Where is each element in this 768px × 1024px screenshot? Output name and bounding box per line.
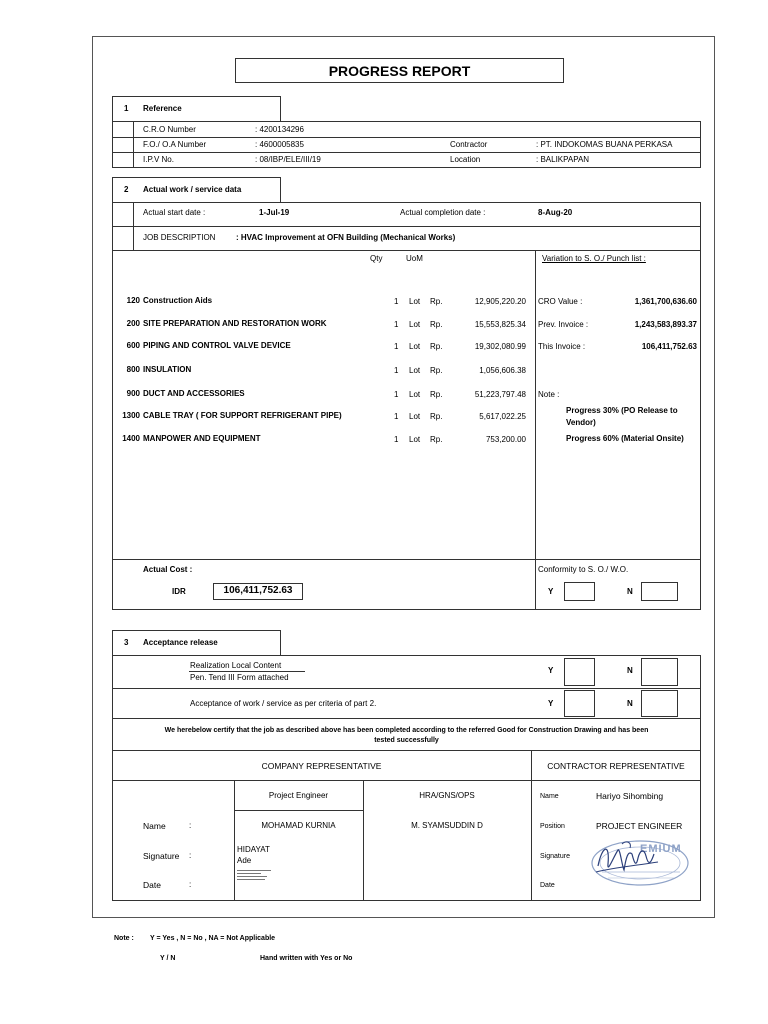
handwritten-signature [592,836,662,884]
item-description: CABLE TRAY ( FOR SUPPORT REFRIGERANT PIPE) [143,411,342,420]
item-uom: Lot [409,435,421,444]
divider [133,121,134,168]
footer-yn-label: Y / N [160,955,176,962]
name-label: Name [143,821,166,831]
item-qty: 1 [394,342,399,351]
item-qty: 1 [394,390,399,399]
contractor-name-label: Name [540,793,559,800]
item-qty: 1 [394,435,399,444]
item-qty: 1 [394,412,399,421]
item-qty: 1 [394,297,399,306]
item-amount: 51,223,797.48 [474,390,526,399]
pen-tend-label: Pen. Tend III Form attached [190,673,289,682]
variation-header: Variation to S. O./ Punch list : [542,254,646,263]
date-label: Date [143,880,161,890]
divider [112,152,701,153]
item-currency: Rp. [430,390,443,399]
certify-line-1: We herebelow certify that the job as described above has been completed according to the referred Good for Construction Drawing and has been [164,727,649,734]
this-invoice-label: This Invoice : [538,342,586,351]
acceptance-text: Acceptance of work / service as per criteria of part 2. [190,699,377,708]
underline [189,671,305,672]
contractor-rep-header: CONTRACTOR REPRESENTATIVE [547,761,685,771]
item-uom: Lot [409,412,421,421]
divider [112,559,701,560]
item-currency: Rp. [430,435,443,444]
page-title: PROGRESS REPORT [328,63,471,79]
cro-number-label: C.R.O Number [143,125,196,134]
divider [234,810,363,811]
item-code: 120 [126,296,140,305]
item-code: 1300 [122,411,140,420]
digital-signature-name: HIDAYAT [237,845,270,854]
item-uom: Lot [409,320,421,329]
item-qty: 1 [394,320,399,329]
signature-label: Signature [143,851,180,861]
item-code: 800 [126,365,140,374]
item-currency: Rp. [430,366,443,375]
start-date-label: Actual start date : [143,208,206,217]
note-progress-30-cont: Vendor) [566,418,596,427]
contractor-name: Hariyo Sihombing [596,791,664,801]
completion-date-value: 8-Aug-20 [538,208,573,217]
conformity-y-label: Y [548,587,554,596]
location-value: : BALIKPAPAN [536,155,590,164]
conformity-n-checkbox[interactable] [641,582,678,601]
acceptance-n-label: N [627,699,633,708]
divider [112,780,701,781]
item-amount: 753,200.00 [485,435,526,444]
note-progress-30: Progress 30% (PO Release to [566,406,678,415]
item-qty: 1 [394,366,399,375]
item-code: 1400 [122,434,140,443]
ipv-value: : 08/IBP/ELE/III/19 [255,155,321,164]
item-description: DUCT AND ACCESSORIES [143,389,245,398]
realization-label: Realization Local Content [190,661,282,670]
start-date-value: 1-Jul-19 [259,208,290,217]
divider [112,718,701,719]
section1-label: Reference [143,104,182,113]
location-label: Location [450,155,481,164]
certify-line-2: tested successfully [374,737,439,744]
cro-number-value: : 4200134296 [255,125,304,134]
conformity-y-checkbox[interactable] [564,582,595,601]
section3-label: Acceptance release [143,638,218,647]
fo-number-label: F.O./ O.A Number [143,140,207,149]
realization-y-checkbox[interactable] [564,658,595,686]
item-uom: Lot [409,297,421,306]
contractor-label: Contractor [450,140,488,149]
divider [112,688,701,689]
divider [112,250,701,251]
footer-yn-text: Hand written with Yes or No [260,955,353,962]
cro-value: 1,361,700,636.60 [634,297,697,306]
fo-number-value: : 4600005835 [255,140,304,149]
item-code: 600 [126,341,140,350]
divider [112,226,701,227]
name-colon: : [189,821,192,830]
stamp-text: EMIUM [640,843,682,855]
idr-label: IDR [172,587,186,596]
contractor-signature-label: Signature [540,853,570,860]
realization-y-label: Y [548,666,554,675]
note-progress-60: Progress 60% (Material Onsite) [566,434,684,443]
position-label: Position [540,823,565,830]
footer-note-text: Y = Yes , N = No , NA = Not Applicable [150,935,276,942]
item-code: 900 [126,389,140,398]
qty-header: Qty [370,254,383,263]
company-rep-header: COMPANY REPRESENTATIVE [261,761,382,771]
digital-signature-fineprint [237,868,277,886]
item-currency: Rp. [430,342,443,351]
project-engineer-header: Project Engineer [268,791,329,800]
this-invoice-value: 106,411,752.63 [641,342,697,351]
item-description: MANPOWER AND EQUIPMENT [143,434,261,443]
date-colon: : [189,880,192,889]
idr-value: 106,411,752.63 [223,585,293,596]
uom-header: UoM [406,254,423,263]
note-label: Note : [538,390,560,399]
item-description: INSULATION [143,365,192,374]
item-amount: 15,553,825.34 [474,320,526,329]
realization-n-checkbox[interactable] [641,658,678,686]
item-description: SITE PREPARATION AND RESTORATION WORK [143,319,327,328]
item-currency: Rp. [430,320,443,329]
section1-number: 1 [124,104,129,113]
item-code: 200 [126,319,140,328]
signature-colon: : [189,851,192,860]
section3-number: 3 [124,638,129,647]
item-amount: 1,056,606.38 [479,366,526,375]
acceptance-y-label: Y [548,699,554,708]
hra-header: HRA/GNS/OPS [419,791,475,800]
contractor-date-label: Date [540,882,555,889]
item-description: Construction Aids [143,296,213,305]
divider [112,750,701,751]
divider [112,137,701,138]
completion-date-label: Actual completion date : [400,208,486,217]
hra-name: M. SYAMSUDDIN D [411,821,483,830]
prev-invoice-value: 1,243,583,893.37 [634,320,697,329]
section2-label: Actual work / service data [143,185,242,194]
actual-cost-label: Actual Cost : [143,565,193,574]
item-uom: Lot [409,390,421,399]
section1-header-box [112,96,281,122]
item-amount: 12,905,220.20 [474,297,526,306]
section2-number: 2 [124,185,129,194]
item-currency: Rp. [430,297,443,306]
divider [531,750,532,901]
prev-invoice-label: Prev. Invoice : [538,320,589,329]
item-amount: 5,617,022.25 [479,412,526,421]
ipv-label: I.P.V No. [143,155,174,164]
item-amount: 19,302,080.99 [474,342,526,351]
realization-n-label: N [627,666,633,675]
item-uom: Lot [409,366,421,375]
cro-value-label: CRO Value : [538,297,583,306]
conformity-label: Conformity to S. O./ W.O. [538,565,629,574]
item-description: PIPING AND CONTROL VALVE DEVICE [143,341,291,350]
position-value: PROJECT ENGINEER [596,821,683,831]
item-currency: Rp. [430,412,443,421]
footer-note-label: Note : [114,935,134,942]
divider [535,250,536,610]
digital-signature-name-2: Ade [237,856,252,865]
job-description-value: : HVAC Improvement at OFN Building (Mechanical Works) [236,233,456,242]
item-uom: Lot [409,342,421,351]
project-engineer-name: MOHAMAD KURNIA [261,821,336,830]
acceptance-y-checkbox[interactable] [564,690,595,717]
acceptance-n-checkbox[interactable] [641,690,678,717]
contractor-value: : PT. INDOKOMAS BUANA PERKASA [536,140,673,149]
divider [133,202,134,250]
conformity-n-label: N [627,587,633,596]
job-description-label: JOB DESCRIPTION [143,233,216,242]
